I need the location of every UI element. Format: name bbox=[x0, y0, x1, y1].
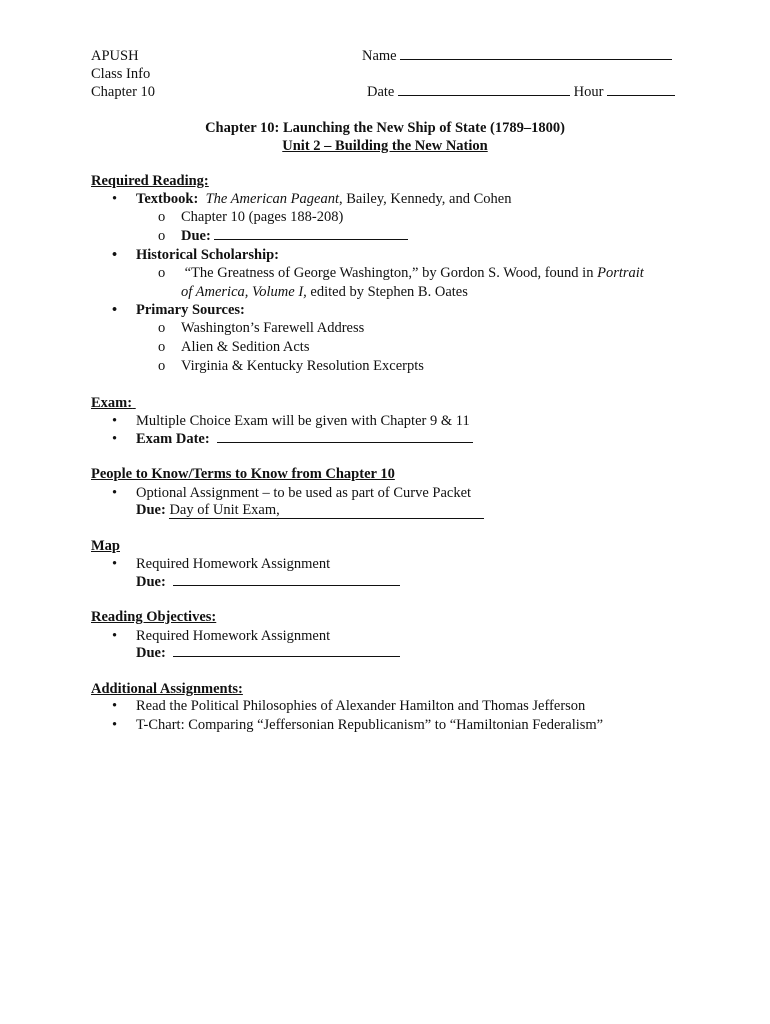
unit-subtitle: Unit 2 – Building the New Nation bbox=[282, 138, 488, 154]
textbook-label: Textbook: bbox=[136, 191, 199, 207]
date-field[interactable] bbox=[367, 83, 675, 101]
map-heading: Map bbox=[91, 538, 120, 554]
primary-source-item: o Alien & Sedition Acts bbox=[181, 338, 309, 356]
scholarship-book-title: Portrait bbox=[597, 265, 644, 281]
exam-date-item bbox=[136, 430, 473, 448]
name-blank[interactable] bbox=[400, 47, 672, 60]
chapter-pages-item: o Chapter 10 (pages 188-208) bbox=[181, 208, 343, 226]
name-field[interactable] bbox=[362, 47, 672, 65]
required-reading-heading: Required Reading: bbox=[91, 173, 209, 189]
people-terms-heading: People to Know/Terms to Know from Chapter 10 bbox=[91, 466, 395, 482]
objectives-due-label: Due: bbox=[136, 645, 166, 661]
hour-blank[interactable] bbox=[607, 83, 675, 96]
textbook-item bbox=[136, 190, 511, 208]
hour-label: Hour bbox=[573, 84, 604, 100]
objectives-due-blank[interactable] bbox=[173, 644, 400, 657]
scholarship-label: • Historical Scholarship: bbox=[136, 246, 279, 264]
textbook-authors: , Bailey, Kennedy, and Cohen bbox=[339, 191, 512, 207]
scholarship-item-cont bbox=[181, 283, 468, 301]
scholarship-editor: edited by Stephen B. Oates bbox=[306, 284, 468, 300]
additional-item: • T-Chart: Comparing “Jeffersonian Republicanism” to “Hamiltonian Federalism” bbox=[136, 716, 603, 734]
date-label: Date bbox=[367, 84, 395, 100]
map-due-blank[interactable] bbox=[173, 573, 400, 586]
textbook-title: The American Pageant bbox=[205, 191, 339, 207]
objectives-due-line bbox=[136, 644, 400, 662]
people-due-line bbox=[136, 501, 484, 519]
optional-assignment-item: • Optional Assignment – to be used as part of Curve Packet bbox=[136, 484, 471, 502]
date-blank[interactable] bbox=[398, 83, 570, 96]
people-due-label: Due: bbox=[136, 502, 166, 518]
exam-heading: Exam: bbox=[91, 395, 133, 411]
primary-source-item: o Washington’s Farewell Address bbox=[181, 319, 364, 337]
chapter-label: Chapter 10 bbox=[91, 84, 156, 100]
additional-assignments-heading: Additional Assignments: bbox=[91, 681, 243, 697]
map-assignment-item: • Required Homework Assignment bbox=[136, 555, 330, 573]
scholarship-text: “The Greatness of George Washington,” by Gordon S. Wood, found in bbox=[184, 265, 594, 281]
primary-sources-label: • Primary Sources: bbox=[136, 301, 245, 319]
reading-due-item bbox=[181, 227, 408, 245]
map-due-line bbox=[136, 573, 400, 591]
class-info-label: Class Info bbox=[91, 66, 151, 82]
reading-objectives-heading: Reading Objectives: bbox=[91, 609, 217, 625]
exam-date-label: Exam Date: bbox=[136, 431, 210, 447]
course-label: APUSH bbox=[91, 48, 139, 64]
exam-info-item: • Multiple Choice Exam will be given with Chapter 9 & 11 bbox=[136, 412, 470, 430]
name-label: Name bbox=[362, 48, 397, 64]
primary-source-item: o Virginia & Kentucky Resolution Excerpts bbox=[181, 357, 424, 375]
additional-item: • Read the Political Philosophies of Alexander Hamilton and Thomas Jefferson bbox=[136, 697, 585, 715]
reading-due-blank[interactable] bbox=[214, 227, 408, 240]
page-title: Chapter 10: Launching the New Ship of State (1789–1800) bbox=[205, 120, 565, 136]
scholarship-item bbox=[181, 264, 644, 282]
people-due-value: Day of Unit Exam, bbox=[169, 502, 484, 519]
map-due-label: Due: bbox=[136, 574, 166, 590]
reading-due-label: Due: bbox=[181, 228, 211, 244]
exam-date-blank[interactable] bbox=[217, 430, 473, 443]
objectives-assignment-item: • Required Homework Assignment bbox=[136, 627, 330, 645]
scholarship-book-volume: of America, Volume I, bbox=[181, 284, 307, 300]
